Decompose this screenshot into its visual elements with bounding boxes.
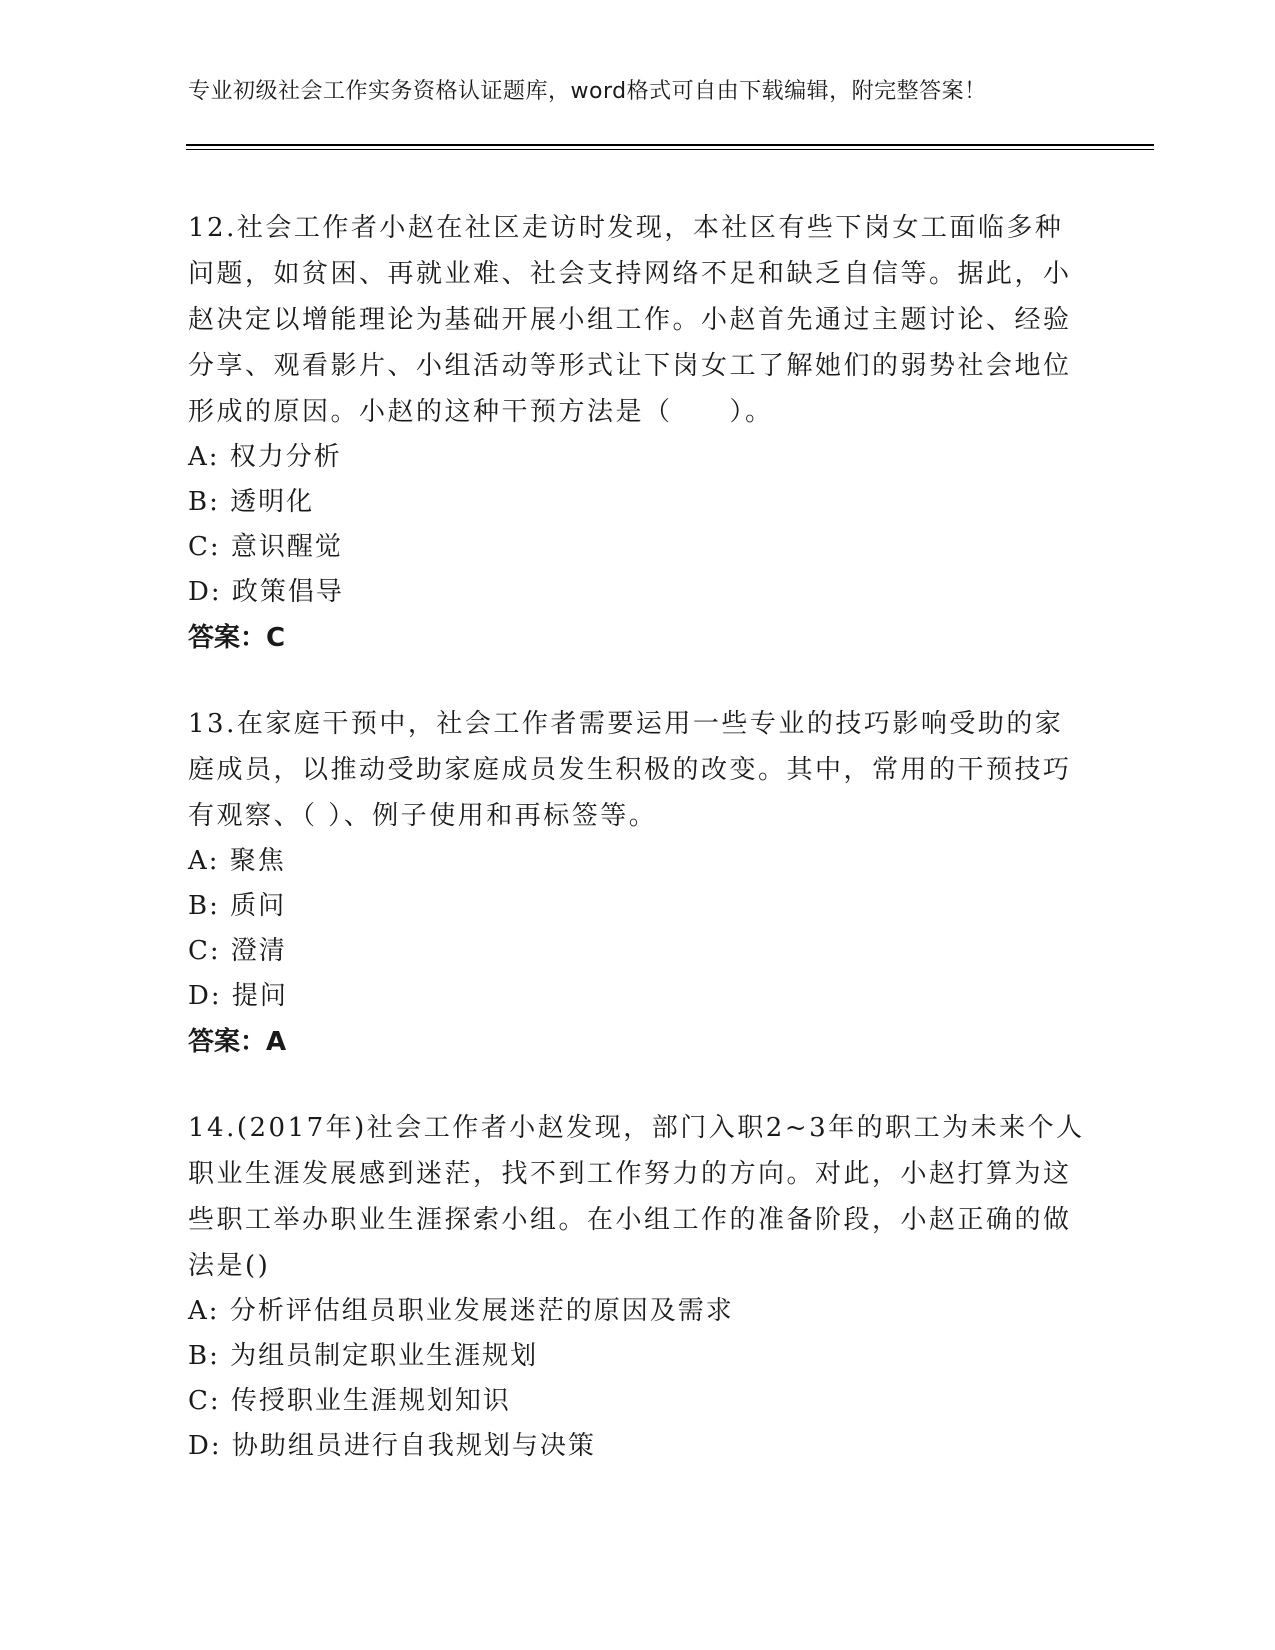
option-c: C: 澄清 bbox=[188, 936, 287, 966]
option-a: A: 权力分析 bbox=[188, 442, 342, 472]
answer: 答案：C bbox=[188, 623, 286, 653]
question-13 bbox=[188, 701, 1088, 1065]
option-a: A: 聚焦 bbox=[188, 846, 286, 876]
question-list bbox=[188, 205, 1088, 1509]
question-12 bbox=[188, 205, 1088, 661]
question-stem: 14.(2017年)社会工作者小赵发现，部门入职2~3年的职工为未来个人职业生涯发展感到迷茫，找不到工作努力的方向。对此，小赵打算为这些职工举办职业生涯探索小组。在小组工作的准备阶段，小赵正确的做法是() bbox=[188, 1113, 1085, 1281]
option-d: D: 协助组员进行自我规划与决策 bbox=[188, 1431, 596, 1461]
page-header-text: 专业初级社会工作实务资格认证题库，word格式可自由下载编辑，附完整答案！ bbox=[188, 79, 987, 104]
option-c: C: 传授职业生涯规划知识 bbox=[188, 1386, 511, 1416]
option-b: B: 透明化 bbox=[188, 487, 315, 517]
option-d: D: 政策倡导 bbox=[188, 577, 344, 607]
question-stem: 12.社会工作者小赵在社区走访时发现，本社区有些下岗女工面临多种问题，如贫困、再就业难、社会支持网络不足和缺乏自信等。据此，小赵决定以增能理论为基础开展小组工作。小赵首先通过主题讨论、经验分享、观看影片、小组活动等形式让下岗女工了解她们的弱势社会地位形成的原因。小赵的这种干预方法是（ ）。 bbox=[188, 213, 1072, 427]
option-b: B: 为组员制定职业生涯规划 bbox=[188, 1341, 539, 1371]
header-rule bbox=[186, 144, 1154, 146]
option-b: B: 质问 bbox=[188, 891, 287, 921]
option-c: C: 意识醒觉 bbox=[188, 532, 343, 562]
option-d: D: 提问 bbox=[188, 981, 288, 1011]
question-stem: 13.在家庭干预中，社会工作者需要运用一些专业的技巧影响受助的家庭成员，以推动受助家庭成员发生积极的改变。其中，常用的干预技巧有观察、（ ）、例子使用和再标签等。 bbox=[188, 709, 1072, 831]
question-14 bbox=[188, 1105, 1088, 1469]
answer: 答案：A bbox=[188, 1027, 287, 1057]
header-rule-thin bbox=[186, 149, 1154, 150]
option-a: A: 分析评估组员职业发展迷茫的原因及需求 bbox=[188, 1296, 734, 1326]
